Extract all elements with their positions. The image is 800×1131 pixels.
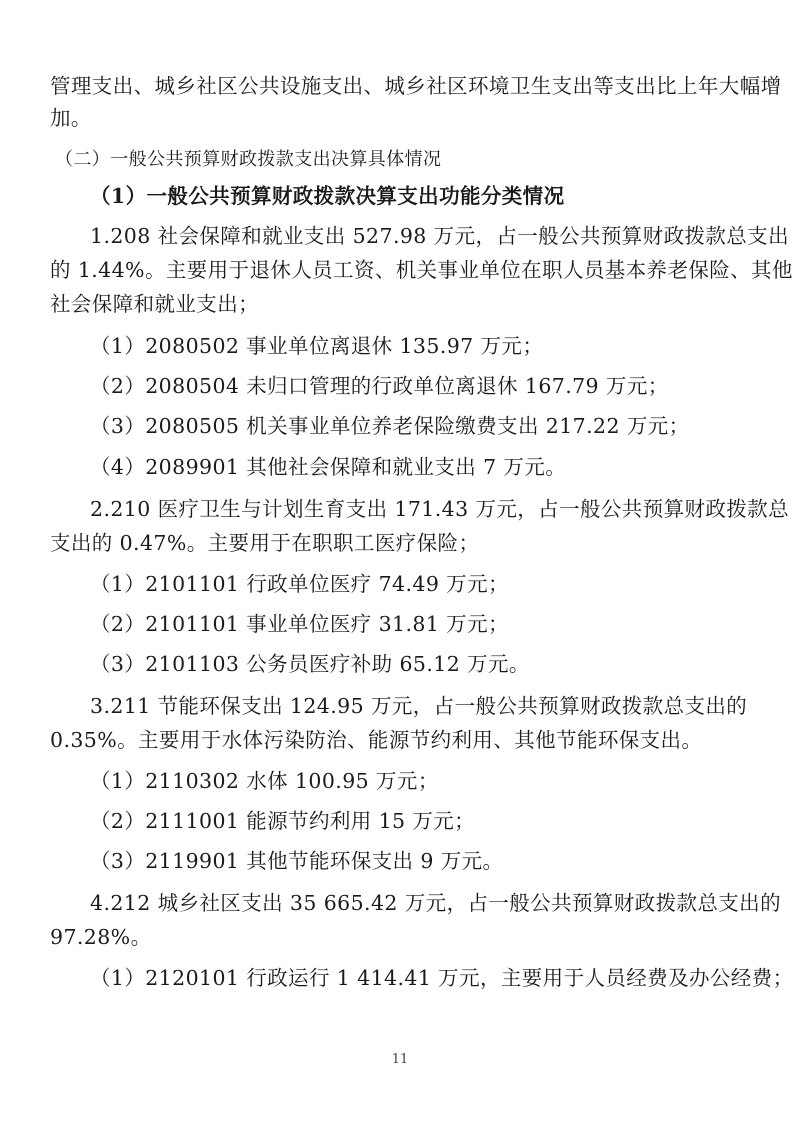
subsection-heading: （1）一般公共预算财政拨款决算支出功能分类情况	[90, 184, 565, 208]
list-item: （3）2101103 公务员医疗补助 65.12 万元。	[90, 652, 530, 676]
list-item: （3）2080505 机关事业单位养老保险缴费支出 217.22 万元；	[90, 414, 690, 438]
list-item: （2）2080504 未归口管理的行政单位离退休 167.79 万元；	[90, 374, 669, 398]
list-item: （1）2110302 水体 100.95 万元；	[90, 769, 439, 793]
list-item: （2）2111001 能源节约利用 15 万元；	[90, 809, 476, 833]
body-line: 3.211 节能环保支出 124.95 万元，占一般公共预算财政拨款总支出的	[90, 694, 748, 718]
body-line: 0.35%。主要用于水体污染防治、能源节约利用、其他节能环保支出。	[50, 728, 703, 752]
body-line: 支出的 0.47%。主要用于在职职工医疗保险；	[50, 531, 480, 555]
list-item: （1）2120101 行政运行 1 414.41 万元，主要用于人员经费及办公经费；	[90, 966, 794, 990]
body-line: 加。	[50, 106, 92, 130]
list-item: （4）2089901 其他社会保障和就业支出 7 万元。	[90, 455, 567, 479]
list-item: （2）2101101 事业单位医疗 31.81 万元；	[90, 612, 509, 636]
body-line: 97.28%。	[50, 925, 152, 949]
body-line: 2.210 医疗卫生与计划生育支出 171.43 万元，占一般公共预算财政拨款总	[90, 497, 789, 521]
list-item: （1）2101101 行政单位医疗 74.49 万元；	[90, 572, 509, 596]
body-line: 社会保障和就业支出；	[50, 292, 259, 316]
list-item: （3）2119901 其他节能环保支出 9 万元。	[90, 849, 504, 873]
list-item: （1）2080502 事业单位离退休 135.97 万元；	[90, 334, 544, 358]
body-line: 1.208 社会保障和就业支出 527.98 万元，占一般公共预算财政拨款总支出	[90, 224, 789, 248]
body-line: 的 1.44%。主要用于退休人员工资、机关事业单位在职人员基本养老保险、其他	[50, 258, 793, 282]
page-number: 11	[391, 1052, 409, 1067]
body-line: 4.212 城乡社区支出 35 665.42 万元，占一般公共预算财政拨款总支出的	[90, 891, 781, 915]
body-line: 管理支出、城乡社区公共设施支出、城乡社区环境卫生支出等支出比上年大幅增	[50, 74, 782, 98]
section-heading: （二）一般公共预算财政拨款支出决算具体情况	[55, 149, 442, 170]
